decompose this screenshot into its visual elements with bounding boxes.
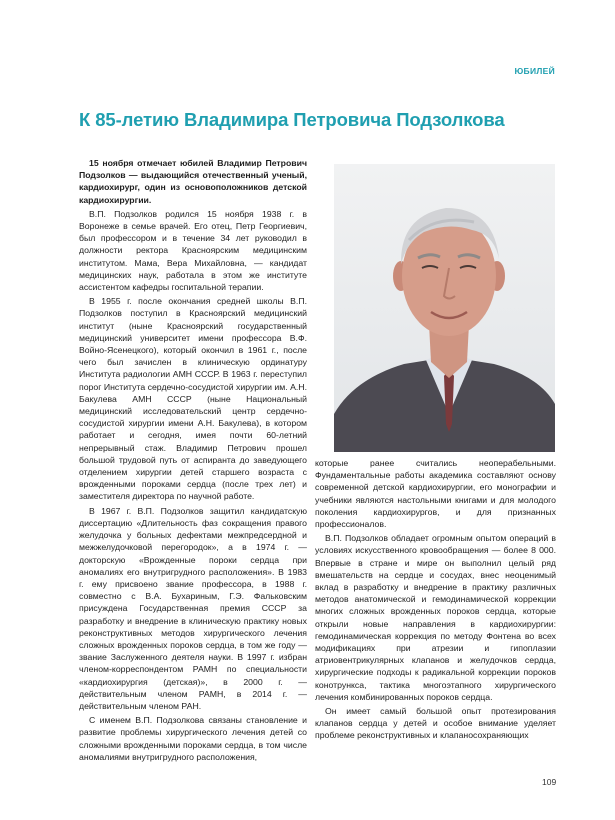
paragraph-4: С именем В.П. Подзолкова связаны становление и развитие проблемы хирургического лечения детей со сложными врожденными пороками сердца, в том числе аномалиями внутригрудного расположения, [79, 715, 307, 762]
page-number: 109 [542, 777, 557, 787]
paragraph-7: Он имеет самый большой опыт протезирования клапанов сердца у детей и особое внимание уделяет проблеме реконструктивных и клапаносохраняющих [315, 706, 556, 741]
paragraph-3: В 1967 г. В.П. Подзолков защитил кандидатскую диссертацию «Длительность фаз сокращения правого желудочка у больных дефектами межпредсердной и межжелудочковой перегородок», а в 1974 г. — докторскую «Врожденные пороки сердца при аномалиях его внутригрудного расположения». В 1983 г. ему присвоено звание профессора, в 1988 г. совместно с В.А. Бухариным, Г.Э. Фальковским присуждена Государственная премия СССР за разработку и внедрение в клиническую практику новых реконструктивных методов хирургического лечения сложных врожденных пороков сердца, в том же году — звание Заслуженного деятеля науки. В 1997 г. избран членом-корреспондентом РАМН по специальности «кардиохирургия (детская)», в 2000 г. — действительным членом РАМН, в 2014 г. — действительным членом РАН. [79, 505, 307, 711]
paragraph-5: которые ранее считались неоперабельными. Фундаментальные работы академика составляют основу современной детской кардиохирургии, его монографии и учебники являются настольными книгами и для молодого поколения кардиохирургов, и для признанных профессионалов. [315, 458, 556, 530]
left-column [79, 157, 307, 765]
paragraph-1: В.П. Подзолков родился 15 ноября 1938 г. в Воронеже в семье врачей. Его отец, Петр Георгиевич, был профессором и в течение 34 лет руководил в должности ректора Красноярским медицинским институтом. Мама, Вера Михайловна, — кандидат медицинских наук, работала в этом же институте ассистентом кафедры госпитальной терапии. [79, 208, 307, 293]
paragraph-2: В 1955 г. после окончания средней школы В.П. Подзолков поступил в Красноярский медицинский институт (ныне Красноярский государственный медицинский университет имени профессора В.Ф. Войно-Ясенецкого), который окончил в 1961 г., после чего был зачислен в клиническую ординатуру Института радиологии АМН СССР. В 1963 г. переступил порог Института сердечно-сосудистой хирургии им. А.Н. Бакулева АМН СССР (ныне Национальный медицинский исследовательский центр сердечно-сосудистой хирургии имени А.Н. Бакулева), в котором работает и сегодня, имея почти 60-летний непрерывный стаж. Владимир Петрович прошел большой трудовой путь от аспиранта до заведующего отделением хирургии детей старшего возраста с врожденными пороками сердца (после трех лет) и заместителя директора по научной работе. [79, 296, 307, 502]
paragraph-6: В.П. Подзолков обладает огромным опытом операций в условиях искусственного кровообращения — более 8 000. Впервые в стране и мире он выполнил целый ряд вмешательств на сердце и сосудах, внес неоценимый вклад в разработку и внедрение в практику различных методов анатомической и гемодинамической коррекции многих сложных врожденных пороков сердца, которые открыли новые направления в кардиохирургии: гемодинамическая коррекция по методу Фонтена во всех модификациях при атрезии и гипоплазии атриовентрикулярных клапанов и желудочков сердца, хирургические подходы к радикальной коррекции пороков конотрункса, тактика многоэтапного хирургического лечения комбинированных пороков сердца. [315, 533, 556, 702]
right-column [315, 457, 556, 744]
portrait-photo [334, 164, 555, 452]
lead-paragraph: 15 ноября отмечает юбилей Владимир Петрович Подзолков — выдающийся отечественный ученый, кардиохирург, один из основоположников детской кардиохирургии. [79, 158, 307, 205]
article-title: К 85-летию Владимира Петровича Подзолкова [79, 109, 505, 130]
section-label: ЮБИЛЕЙ [514, 66, 555, 76]
